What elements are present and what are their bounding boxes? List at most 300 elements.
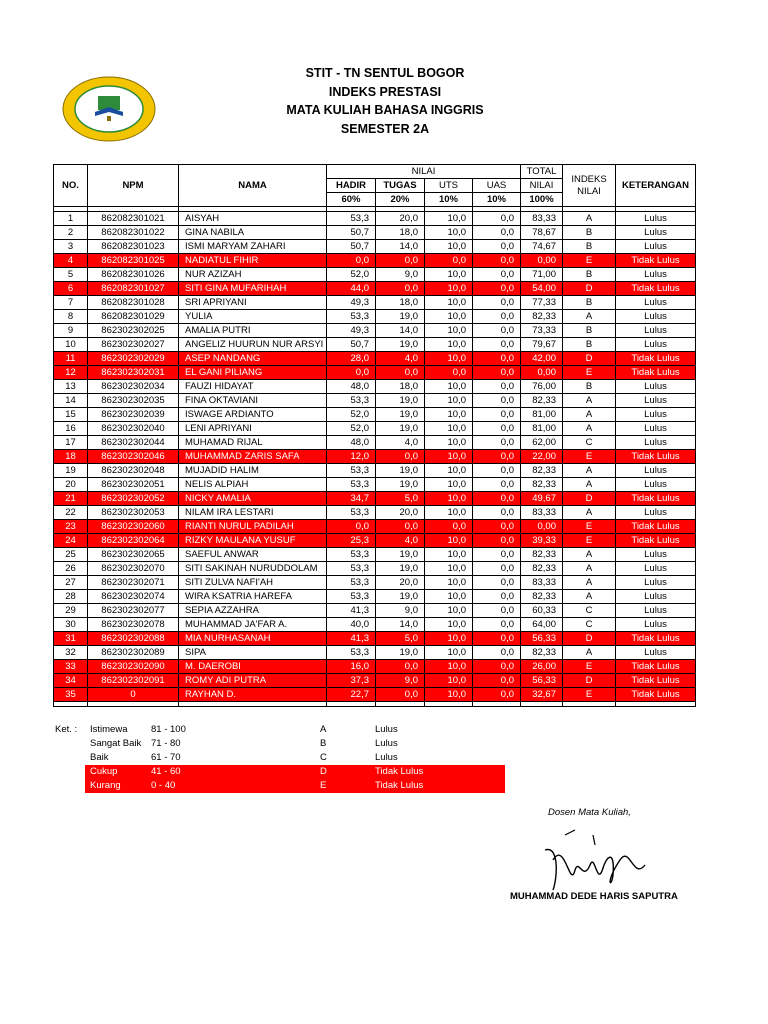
cell-uts: 10,0 — [425, 422, 473, 436]
cell-hadir: 16,0 — [327, 660, 376, 674]
cell-no: 27 — [54, 576, 88, 590]
cell-keterangan: Tidak Lulus — [616, 534, 696, 548]
cell-tugas: 19,0 — [376, 422, 425, 436]
cell-uts: 10,0 — [425, 674, 473, 688]
cell-nama: SIPA — [179, 646, 327, 660]
cell-total: 81,00 — [521, 408, 563, 422]
cell-keterangan: Tidak Lulus — [616, 688, 696, 702]
cell-no: 25 — [54, 548, 88, 562]
cell-hadir: 49,3 — [327, 296, 376, 310]
cell-hadir: 53,3 — [327, 548, 376, 562]
cell-uas: 0,0 — [473, 310, 521, 324]
cell-tugas: 0,0 — [376, 688, 425, 702]
cell-tugas: 19,0 — [376, 310, 425, 324]
cell-uas: 0,0 — [473, 352, 521, 366]
cell-npm: 862082301021 — [88, 212, 179, 226]
cell-total: 0,00 — [521, 520, 563, 534]
cell-uts: 10,0 — [425, 310, 473, 324]
cell-npm: 862302302065 — [88, 548, 179, 562]
table-row — [54, 562, 696, 576]
cell-no: 2 — [54, 226, 88, 240]
cell-hadir: 52,0 — [327, 408, 376, 422]
cell-no: 12 — [54, 366, 88, 380]
cell-tugas: 19,0 — [376, 478, 425, 492]
cell-no: 34 — [54, 674, 88, 688]
cell-uas: 0,0 — [473, 604, 521, 618]
cell-uts: 10,0 — [425, 562, 473, 576]
cell-npm: 0 — [88, 688, 179, 702]
legend-row — [85, 765, 505, 779]
cell-uts: 10,0 — [425, 492, 473, 506]
cell-uas: 0,0 — [473, 324, 521, 338]
col-header-nama: NAMA — [179, 165, 327, 207]
table-row — [54, 660, 696, 674]
table-row — [54, 646, 696, 660]
cell-indeks: A — [563, 422, 616, 436]
cell-no: 14 — [54, 394, 88, 408]
cell-npm: 862082301022 — [88, 226, 179, 240]
cell-total: 49,67 — [521, 492, 563, 506]
cell-npm: 862302302070 — [88, 562, 179, 576]
cell-hadir: 49,3 — [327, 324, 376, 338]
cell-uts: 10,0 — [425, 534, 473, 548]
cell-indeks: A — [563, 646, 616, 660]
table-row — [54, 324, 696, 338]
cell-indeks: D — [563, 282, 616, 296]
table-row — [54, 548, 696, 562]
cell-total: 82,33 — [521, 646, 563, 660]
cell-keterangan: Lulus — [616, 394, 696, 408]
cell-uts: 10,0 — [425, 604, 473, 618]
cell-nama: M. DAEROBI — [179, 660, 327, 674]
semester-title: SEMESTER 2A — [340, 121, 430, 136]
table-row — [54, 478, 696, 492]
cell-nama: RIANTI NURUL PADILAH — [179, 520, 327, 534]
cell-hadir: 53,3 — [327, 590, 376, 604]
cell-uas: 0,0 — [473, 674, 521, 688]
cell-total: 77,33 — [521, 296, 563, 310]
legend-row — [85, 779, 505, 793]
cell-nama: SRI APRIYANI — [179, 296, 327, 310]
cell-tugas: 5,0 — [376, 492, 425, 506]
cell-npm: 862082301026 — [88, 268, 179, 282]
cell-tugas: 9,0 — [376, 674, 425, 688]
signatory-name: MUHAMMAD DEDE HARIS SAPUTRA — [510, 891, 678, 902]
cell-indeks: B — [563, 268, 616, 282]
cell-tugas: 0,0 — [376, 520, 425, 534]
cell-tugas: 18,0 — [376, 296, 425, 310]
cell-nama: SEPIA AZZAHRA — [179, 604, 327, 618]
cell-nama: FAUZI HIDAYAT — [179, 380, 327, 394]
cell-uts: 10,0 — [425, 660, 473, 674]
cell-tugas: 5,0 — [376, 632, 425, 646]
grade-legend — [55, 723, 505, 793]
cell-hadir: 40,0 — [327, 618, 376, 632]
cell-uas: 0,0 — [473, 338, 521, 352]
cell-indeks: C — [563, 604, 616, 618]
cell-nama: FINA OKTAVIANI — [179, 394, 327, 408]
cell-tugas: 4,0 — [376, 352, 425, 366]
cell-npm: 862302302031 — [88, 366, 179, 380]
cell-npm: 862302302052 — [88, 492, 179, 506]
cell-total: 82,33 — [521, 590, 563, 604]
cell-keterangan: Lulus — [616, 212, 696, 226]
cell-keterangan: Tidak Lulus — [616, 660, 696, 674]
legend-range: 71 - 80 — [151, 738, 181, 749]
cell-uas: 0,0 — [473, 240, 521, 254]
cell-keterangan: Lulus — [616, 324, 696, 338]
cell-keterangan: Lulus — [616, 422, 696, 436]
cell-indeks: A — [563, 394, 616, 408]
cell-total: 56,33 — [521, 632, 563, 646]
cell-uas: 0,0 — [473, 436, 521, 450]
cell-hadir: 25,3 — [327, 534, 376, 548]
cell-total: 56,33 — [521, 674, 563, 688]
cell-no: 20 — [54, 478, 88, 492]
cell-npm: 862302302053 — [88, 506, 179, 520]
table-row — [54, 632, 696, 646]
cell-uas: 0,0 — [473, 282, 521, 296]
cell-tugas: 19,0 — [376, 394, 425, 408]
cell-keterangan: Tidak Lulus — [616, 632, 696, 646]
table-row — [54, 436, 696, 450]
legend-range: 61 - 70 — [151, 752, 181, 763]
col-header-indeks — [563, 165, 616, 207]
signature-role: Dosen Mata Kuliah, — [548, 807, 631, 818]
cell-npm: 862302302077 — [88, 604, 179, 618]
cell-tugas: 9,0 — [376, 268, 425, 282]
cell-tugas: 0,0 — [376, 254, 425, 268]
cell-hadir: 53,3 — [327, 478, 376, 492]
cell-nama: ISMI MARYAM ZAHARI — [179, 240, 327, 254]
cell-keterangan: Lulus — [616, 478, 696, 492]
cell-tugas: 20,0 — [376, 212, 425, 226]
cell-npm: 862302302040 — [88, 422, 179, 436]
indeks-nilai-label: NILAI — [577, 185, 601, 197]
cell-nama: AMALIA PUTRI — [179, 324, 327, 338]
table-row — [54, 408, 696, 422]
cell-indeks: A — [563, 310, 616, 324]
cell-keterangan: Tidak Lulus — [616, 492, 696, 506]
cell-uts: 10,0 — [425, 464, 473, 478]
cell-nama: SITI ZULVA NAFI'AH — [179, 576, 327, 590]
cell-npm: 862302302051 — [88, 478, 179, 492]
cell-indeks: E — [563, 688, 616, 702]
table-row — [54, 464, 696, 478]
cell-nama: ASEP NANDANG — [179, 352, 327, 366]
cell-total: 76,00 — [521, 380, 563, 394]
cell-indeks: E — [563, 366, 616, 380]
cell-no: 33 — [54, 660, 88, 674]
cell-npm: 862302302044 — [88, 436, 179, 450]
cell-hadir: 53,3 — [327, 212, 376, 226]
cell-tugas: 0,0 — [376, 660, 425, 674]
legend-status: Lulus — [375, 724, 398, 735]
cell-uts: 10,0 — [425, 240, 473, 254]
cell-hadir: 53,3 — [327, 506, 376, 520]
table-row — [54, 590, 696, 604]
cell-hadir: 37,3 — [327, 674, 376, 688]
cell-hadir: 0,0 — [327, 254, 376, 268]
cell-uas: 0,0 — [473, 660, 521, 674]
cell-keterangan: Lulus — [616, 226, 696, 240]
cell-no: 23 — [54, 520, 88, 534]
cell-keterangan: Lulus — [616, 310, 696, 324]
cell-uas: 0,0 — [473, 296, 521, 310]
grade-rows — [54, 212, 696, 702]
cell-uas: 0,0 — [473, 506, 521, 520]
cell-no: 35 — [54, 688, 88, 702]
table-row — [54, 422, 696, 436]
cell-uts: 10,0 — [425, 646, 473, 660]
cell-total: 71,00 — [521, 268, 563, 282]
table-row — [54, 268, 696, 282]
cell-npm: 862082301023 — [88, 240, 179, 254]
cell-no: 17 — [54, 436, 88, 450]
cell-nama: NELIS ALPIAH — [179, 478, 327, 492]
cell-npm: 862302302046 — [88, 450, 179, 464]
cell-keterangan: Lulus — [616, 590, 696, 604]
cell-uas: 0,0 — [473, 394, 521, 408]
legend-name: Cukup — [90, 766, 118, 777]
cell-uts: 10,0 — [425, 352, 473, 366]
col-header-no: NO. — [54, 165, 88, 207]
cell-tugas: 0,0 — [376, 450, 425, 464]
cell-uas: 0,0 — [473, 450, 521, 464]
cell-indeks: E — [563, 520, 616, 534]
table-row — [54, 338, 696, 352]
legend-status: Tidak Lulus — [375, 780, 424, 791]
table-row — [54, 674, 696, 688]
cell-npm: 862302302088 — [88, 632, 179, 646]
cell-hadir: 53,3 — [327, 576, 376, 590]
cell-indeks: A — [563, 408, 616, 422]
cell-uts: 10,0 — [425, 590, 473, 604]
cell-no: 5 — [54, 268, 88, 282]
cell-tugas: 14,0 — [376, 618, 425, 632]
cell-uas: 0,0 — [473, 464, 521, 478]
cell-no: 30 — [54, 618, 88, 632]
cell-total: 82,33 — [521, 310, 563, 324]
cell-uts: 10,0 — [425, 226, 473, 240]
cell-tugas: 19,0 — [376, 408, 425, 422]
cell-total: 82,33 — [521, 464, 563, 478]
table-row — [54, 240, 696, 254]
cell-hadir: 0,0 — [327, 520, 376, 534]
cell-no: 31 — [54, 632, 88, 646]
table-row — [54, 310, 696, 324]
cell-indeks: D — [563, 632, 616, 646]
cell-indeks: A — [563, 576, 616, 590]
cell-tugas: 0,0 — [376, 366, 425, 380]
cell-npm: 862302302071 — [88, 576, 179, 590]
cell-uas: 0,0 — [473, 548, 521, 562]
cell-keterangan: Tidak Lulus — [616, 282, 696, 296]
cell-uts: 10,0 — [425, 394, 473, 408]
cell-tugas: 19,0 — [376, 464, 425, 478]
table-row — [54, 254, 696, 268]
table-row — [54, 450, 696, 464]
cell-total: 62,00 — [521, 436, 563, 450]
cell-nama: AISYAH — [179, 212, 327, 226]
cell-uas: 0,0 — [473, 618, 521, 632]
legend-name: Kurang — [90, 780, 121, 791]
cell-no: 15 — [54, 408, 88, 422]
cell-no: 9 — [54, 324, 88, 338]
report-title: INDEKS PRESTASI — [328, 84, 442, 99]
table-row — [54, 520, 696, 534]
cell-nama: EL GANI PILIANG — [179, 366, 327, 380]
legend-range: 41 - 60 — [151, 766, 181, 777]
cell-indeks: D — [563, 492, 616, 506]
cell-keterangan: Lulus — [616, 646, 696, 660]
cell-tugas: 20,0 — [376, 506, 425, 520]
cell-nama: RAYHAN D. — [179, 688, 327, 702]
legend-range: 81 - 100 — [151, 724, 186, 735]
legend-grade: D — [320, 766, 327, 777]
cell-no: 6 — [54, 282, 88, 296]
cell-indeks: A — [563, 212, 616, 226]
cell-uts: 10,0 — [425, 478, 473, 492]
cell-no: 22 — [54, 506, 88, 520]
cell-uas: 0,0 — [473, 212, 521, 226]
cell-uts: 10,0 — [425, 268, 473, 282]
cell-no: 18 — [54, 450, 88, 464]
cell-uas: 0,0 — [473, 226, 521, 240]
cell-uas: 0,0 — [473, 646, 521, 660]
cell-indeks: A — [563, 562, 616, 576]
cell-total: 83,33 — [521, 212, 563, 226]
col-header-tugas: TUGAS — [376, 179, 425, 193]
cell-uts: 10,0 — [425, 618, 473, 632]
col-header-uas: UAS — [473, 179, 521, 193]
cell-total: 64,00 — [521, 618, 563, 632]
cell-npm: 862302302090 — [88, 660, 179, 674]
cell-no: 3 — [54, 240, 88, 254]
cell-keterangan: Lulus — [616, 436, 696, 450]
cell-hadir: 50,7 — [327, 226, 376, 240]
col-header-keterangan: KETERANGAN — [616, 165, 696, 207]
cell-keterangan: Lulus — [616, 408, 696, 422]
cell-uts: 10,0 — [425, 450, 473, 464]
cell-keterangan: Lulus — [616, 268, 696, 282]
cell-uts: 10,0 — [425, 338, 473, 352]
table-row — [54, 212, 696, 226]
legend-row — [55, 751, 475, 765]
legend-grade: C — [320, 752, 327, 763]
cell-npm: 862302302060 — [88, 520, 179, 534]
cell-npm: 862302302027 — [88, 338, 179, 352]
weight-tugas: 20% — [376, 193, 425, 207]
cell-no: 11 — [54, 352, 88, 366]
cell-uts: 0,0 — [425, 520, 473, 534]
cell-uts: 10,0 — [425, 632, 473, 646]
cell-uts: 10,0 — [425, 324, 473, 338]
cell-tugas: 19,0 — [376, 646, 425, 660]
cell-hadir: 0,0 — [327, 366, 376, 380]
cell-nama: SITI GINA MUFARIHAH — [179, 282, 327, 296]
cell-uts: 10,0 — [425, 506, 473, 520]
cell-total: 42,00 — [521, 352, 563, 366]
cell-indeks: B — [563, 226, 616, 240]
cell-keterangan: Lulus — [616, 562, 696, 576]
table-row — [54, 282, 696, 296]
cell-total: 79,67 — [521, 338, 563, 352]
cell-uas: 0,0 — [473, 492, 521, 506]
cell-npm: 862302302029 — [88, 352, 179, 366]
table-row — [54, 394, 696, 408]
cell-indeks: A — [563, 590, 616, 604]
cell-indeks: C — [563, 436, 616, 450]
cell-nama: ROMY ADI PUTRA — [179, 674, 327, 688]
cell-total: 78,67 — [521, 226, 563, 240]
cell-nama: NILAM IRA LESTARI — [179, 506, 327, 520]
legend-grade: A — [320, 724, 327, 735]
cell-nama: MIA NURHASANAH — [179, 632, 327, 646]
cell-keterangan: Tidak Lulus — [616, 254, 696, 268]
cell-total: 73,33 — [521, 324, 563, 338]
cell-indeks: B — [563, 240, 616, 254]
cell-uas: 0,0 — [473, 268, 521, 282]
table-row — [54, 226, 696, 240]
col-header-npm: NPM — [88, 165, 179, 207]
handwritten-signature — [535, 820, 655, 898]
table-row — [54, 506, 696, 520]
legend-status: Tidak Lulus — [375, 766, 424, 777]
cell-no: 19 — [54, 464, 88, 478]
cell-uas: 0,0 — [473, 688, 521, 702]
weight-total: 100% — [521, 193, 563, 207]
cell-hadir: 53,3 — [327, 310, 376, 324]
cell-uas: 0,0 — [473, 366, 521, 380]
cell-npm: 862302302089 — [88, 646, 179, 660]
cell-indeks: D — [563, 352, 616, 366]
cell-hadir: 53,3 — [327, 394, 376, 408]
table-row — [54, 492, 696, 506]
cell-nama: NADIATUL FIHIR — [179, 254, 327, 268]
cell-npm: 862302302035 — [88, 394, 179, 408]
cell-uts: 10,0 — [425, 548, 473, 562]
document-header — [240, 64, 530, 138]
cell-keterangan: Lulus — [616, 240, 696, 254]
cell-hadir: 34,7 — [327, 492, 376, 506]
cell-indeks: B — [563, 296, 616, 310]
cell-total: 0,00 — [521, 254, 563, 268]
cell-indeks: A — [563, 478, 616, 492]
cell-keterangan: Lulus — [616, 464, 696, 478]
cell-npm: 862302302078 — [88, 618, 179, 632]
cell-tugas: 4,0 — [376, 436, 425, 450]
legend-range: 0 - 40 — [151, 780, 176, 791]
cell-hadir: 28,0 — [327, 352, 376, 366]
cell-keterangan: Tidak Lulus — [616, 674, 696, 688]
col-header-hadir: HADIR — [327, 179, 376, 193]
cell-indeks: A — [563, 548, 616, 562]
cell-total: 60,33 — [521, 604, 563, 618]
table-row — [54, 618, 696, 632]
cell-nama: GINA NABILA — [179, 226, 327, 240]
cell-keterangan: Lulus — [616, 506, 696, 520]
legend-label: Ket. : — [55, 724, 78, 735]
cell-uts: 10,0 — [425, 576, 473, 590]
cell-total: 39,33 — [521, 534, 563, 548]
cell-uts: 10,0 — [425, 380, 473, 394]
cell-npm: 862302302064 — [88, 534, 179, 548]
table-row — [54, 604, 696, 618]
col-header-total: TOTAL — [521, 165, 563, 179]
cell-tugas: 19,0 — [376, 562, 425, 576]
cell-keterangan: Tidak Lulus — [616, 450, 696, 464]
